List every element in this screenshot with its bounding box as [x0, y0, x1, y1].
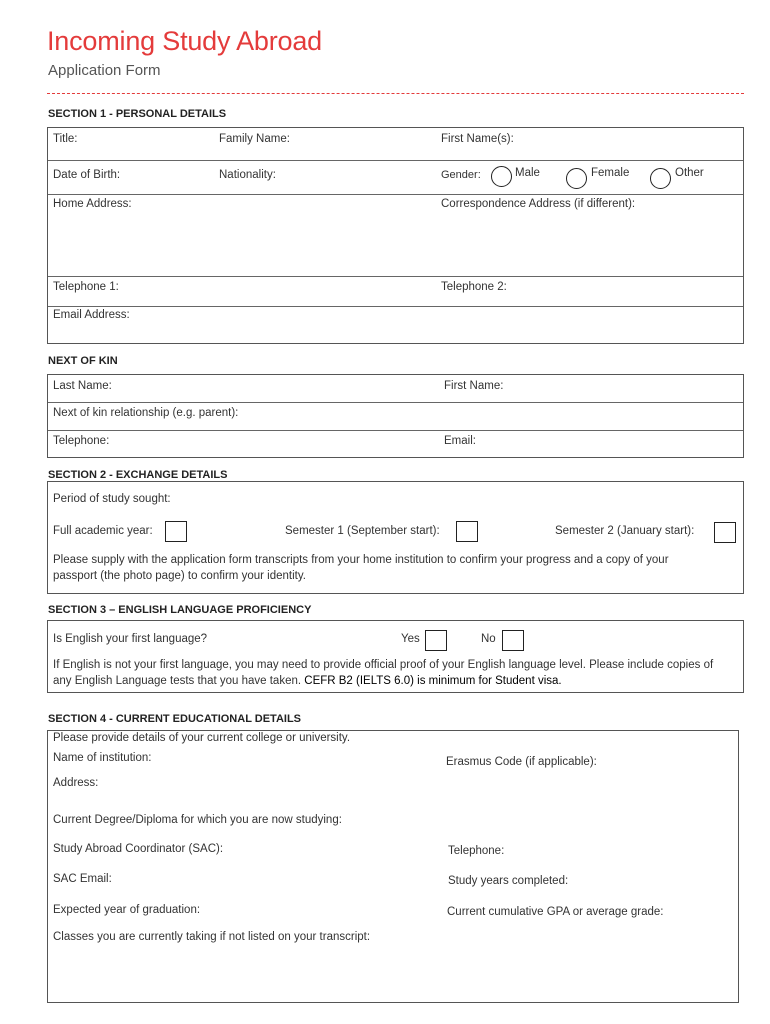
row-kin-relationship — [48, 402, 743, 431]
row-dob — [48, 160, 743, 195]
gender-female-label: Female — [591, 167, 630, 179]
gender-female-radio[interactable] — [566, 168, 587, 189]
row-kin-names — [48, 375, 743, 403]
page-subtitle: Application Form — [48, 62, 161, 79]
telephone2-label: Telephone 2: — [441, 281, 507, 293]
english-note-text: If English is not your first language, you may need to provide official proof of your English language level. Please include copies of any English Language tests that you have taken. — [53, 659, 714, 687]
english-note — [53, 657, 733, 689]
institution-label: Name of institution: — [53, 752, 152, 764]
correspondence-address-label: Correspondence Address (if different): — [441, 198, 636, 210]
first-names-label: First Name(s): — [441, 133, 514, 145]
graduation-year-label: Expected year of graduation: — [53, 904, 201, 916]
semester2-checkbox[interactable] — [714, 522, 736, 543]
section2-note: Please supply with the application form transcripts from your home institution to confirm your progress and a copy of your passport (the photo page) to confirm your identity. — [53, 554, 669, 582]
page-title: Incoming Study Abroad — [47, 26, 322, 56]
kin-first-name-label: First Name: — [444, 380, 504, 392]
section4-intro: Please provide details of your current college or university. — [53, 732, 351, 744]
section1-heading: SECTION 1 - PERSONAL DETAILS — [48, 108, 227, 120]
nationality-label: Nationality: — [219, 169, 276, 181]
english-first-language-label: Is English your first language? — [53, 633, 208, 645]
email-label: Email Address: — [53, 309, 130, 321]
section4-heading: SECTION 4 - CURRENT EDUCATIONAL DETAILS — [48, 713, 302, 725]
gpa-label: Current cumulative GPA or average grade: — [447, 906, 664, 918]
section4-box — [47, 730, 739, 1003]
english-yes-label: Yes — [401, 633, 420, 645]
institution-address-label: Address: — [53, 777, 99, 789]
gender-male-radio[interactable] — [491, 166, 512, 187]
kin-telephone-label: Telephone: — [53, 435, 110, 447]
section3-heading: SECTION 3 – ENGLISH LANGUAGE PROFICIENCY — [48, 604, 312, 616]
section2-box — [47, 481, 744, 594]
english-no-checkbox[interactable] — [502, 630, 524, 651]
kin-relationship-label: Next of kin relationship (e.g. parent): — [53, 407, 239, 419]
english-minimum-note: CEFR B2 (IELTS 6.0) is minimum for Student visa. — [304, 675, 562, 687]
gender-other-label: Other — [675, 167, 704, 179]
full-year-checkbox[interactable] — [165, 521, 187, 542]
current-classes-label: Classes you are currently taking if not listed on your transcript: — [53, 931, 371, 943]
sac-email-label: SAC Email: — [53, 873, 112, 885]
kin-email-label: Email: — [444, 435, 476, 447]
erasmus-code-label: Erasmus Code (if applicable): — [446, 756, 597, 768]
row-names — [48, 128, 743, 161]
title-label: Title: — [53, 133, 78, 145]
semester1-label: Semester 1 (September start): — [285, 525, 440, 537]
next-of-kin-box — [47, 374, 744, 458]
row-address — [48, 194, 743, 277]
current-degree-label: Current Degree/Diploma for which you are now studying: — [53, 814, 342, 826]
kin-last-name-label: Last Name: — [53, 380, 112, 392]
gender-label: Gender: — [441, 169, 481, 181]
section2-heading: SECTION 2 - EXCHANGE DETAILS — [48, 469, 228, 481]
gender-other-radio[interactable] — [650, 168, 671, 189]
study-years-label: Study years completed: — [448, 875, 569, 887]
full-year-label: Full academic year: — [53, 525, 153, 537]
section3-box — [47, 620, 744, 693]
home-address-label: Home Address: — [53, 198, 132, 210]
english-no-label: No — [481, 633, 496, 645]
header-divider — [47, 93, 744, 94]
dob-label: Date of Birth: — [53, 169, 121, 181]
telephone1-label: Telephone 1: — [53, 281, 119, 293]
section1-box — [47, 127, 744, 344]
next-of-kin-heading: NEXT OF KIN — [48, 355, 118, 367]
semester1-checkbox[interactable] — [456, 521, 478, 542]
english-yes-checkbox[interactable] — [425, 630, 447, 651]
semester2-label: Semester 2 (January start): — [555, 525, 695, 537]
gender-male-label: Male — [515, 167, 540, 179]
period-label: Period of study sought: — [53, 493, 171, 505]
sac-telephone-label: Telephone: — [448, 845, 505, 857]
sac-label: Study Abroad Coordinator (SAC): — [53, 843, 224, 855]
family-name-label: Family Name: — [219, 133, 290, 145]
row-telephone — [48, 276, 743, 307]
